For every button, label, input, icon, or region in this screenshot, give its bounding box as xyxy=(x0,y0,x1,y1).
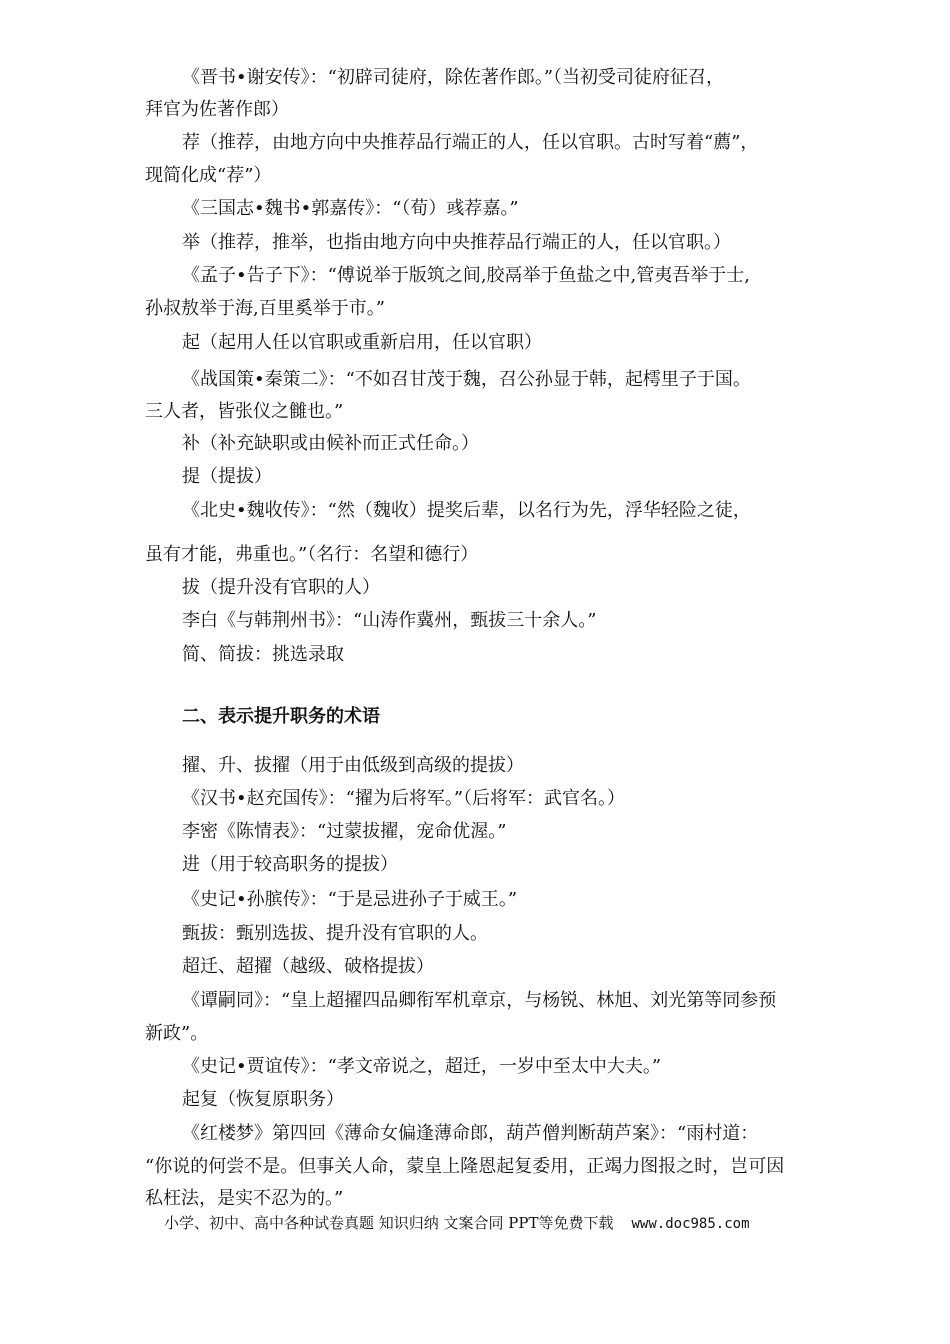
text-line: 起复（恢复原职务） xyxy=(182,1089,344,1110)
text-line: 三人者，皆张仪之雠也。” xyxy=(145,401,344,422)
footer-url[interactable]: www.doc985.com xyxy=(631,1216,750,1232)
text-line: 《谭嗣同》：“皇上超擢四品卿衔军机章京，与杨锐、林旭、刘光第等同参预 xyxy=(182,990,777,1011)
text-line: 进（用于较高职务的提拔） xyxy=(182,854,398,875)
text-line: 《晋书•谢安传》：“初辟司徒府，除佐著作郎。”（当初受司徒府征召， xyxy=(182,67,725,88)
text-line: 李密《陈情表》：“过蒙拔擢，宠命优渥。” xyxy=(182,821,507,842)
text-line: 举（推荐，推举，也指由地方向中央推荐品行端正的人，任以官职。） xyxy=(182,232,731,253)
text-line: 《三国志•魏书•郭嘉传》：“（荀）彧荐嘉。” xyxy=(182,198,519,219)
text-line: 新政”。 xyxy=(145,1023,209,1044)
text-line: 《战国策•秦策二》：“不如召甘茂于魏，召公孙显于韩，起樗里子于国。 xyxy=(182,369,751,390)
text-line: 李白《与韩荆州书》：“山涛作冀州，甄拔三十余人。” xyxy=(182,610,597,631)
text-line: 超迁、超擢（越级、破格提拔） xyxy=(182,956,434,977)
text-line: 补（补充缺职或由候补而正式任命。） xyxy=(182,433,479,454)
text-line: 拔（提升没有官职的人） xyxy=(182,577,380,598)
text-line: 擢、升、拔擢（用于由低级到高级的提拔） xyxy=(182,755,524,776)
text-line: 起（起用人任以官职或重新启用，任以官职） xyxy=(182,332,542,353)
text-line: 《孟子•告子下》：“傅说举于版筑之间,胶鬲举于鱼盐之中,管夷吾举于士, xyxy=(182,265,750,286)
text-line: 提（提拔） xyxy=(182,466,272,487)
text-line: 私枉法，是实不忍为的。” xyxy=(145,1188,344,1209)
text-line: 《史记•贾谊传》：“孝文帝说之，超迁，一岁中至太中大夫。” xyxy=(182,1056,662,1077)
text-line: 《汉书•赵充国传》：“擢为后将军。”（后将军：武官名。） xyxy=(182,788,626,809)
text-line: “你说的何尝不是。但事关人命，蒙皇上隆恩起复委用，正竭力图报之时，岂可因 xyxy=(145,1156,785,1177)
text-line: 虽有才能，弗重也。”（名行：名望和德行） xyxy=(145,544,479,565)
text-line: 荐（推荐，由地方向中央推荐品行端正的人，任以官职。古时写着“薦”， xyxy=(182,132,759,153)
page-footer xyxy=(164,1212,824,1235)
footer-text: 小学、初中、高中各种试卷真题 知识归纳 文案合同 PPT等免费下载 xyxy=(164,1214,614,1232)
text-line: 现简化成“荐”） xyxy=(145,165,272,186)
text-line: 《北史•魏收传》：“然（魏收）提奖后辈，以名行为先，浮华轻险之徒， xyxy=(182,500,751,521)
text-line: 《红楼梦》第四回《薄命女偏逢薄命郎，葫芦僧判断葫芦案》：“雨村道： xyxy=(182,1123,759,1144)
text-line: 拜官为佐著作郎） xyxy=(145,99,289,120)
section-heading: 二、表示提升职务的术语 xyxy=(182,706,380,727)
text-line: 简、简拔：挑选录取 xyxy=(182,644,344,665)
text-line: 孙叔敖举于海,百里奚举于市。” xyxy=(145,298,385,319)
text-line: 甄拔：甄别选拔、提升没有官职的人。 xyxy=(182,923,488,944)
text-line: 《史记•孙膑传》：“于是忌进孙子于威王。” xyxy=(182,889,518,910)
